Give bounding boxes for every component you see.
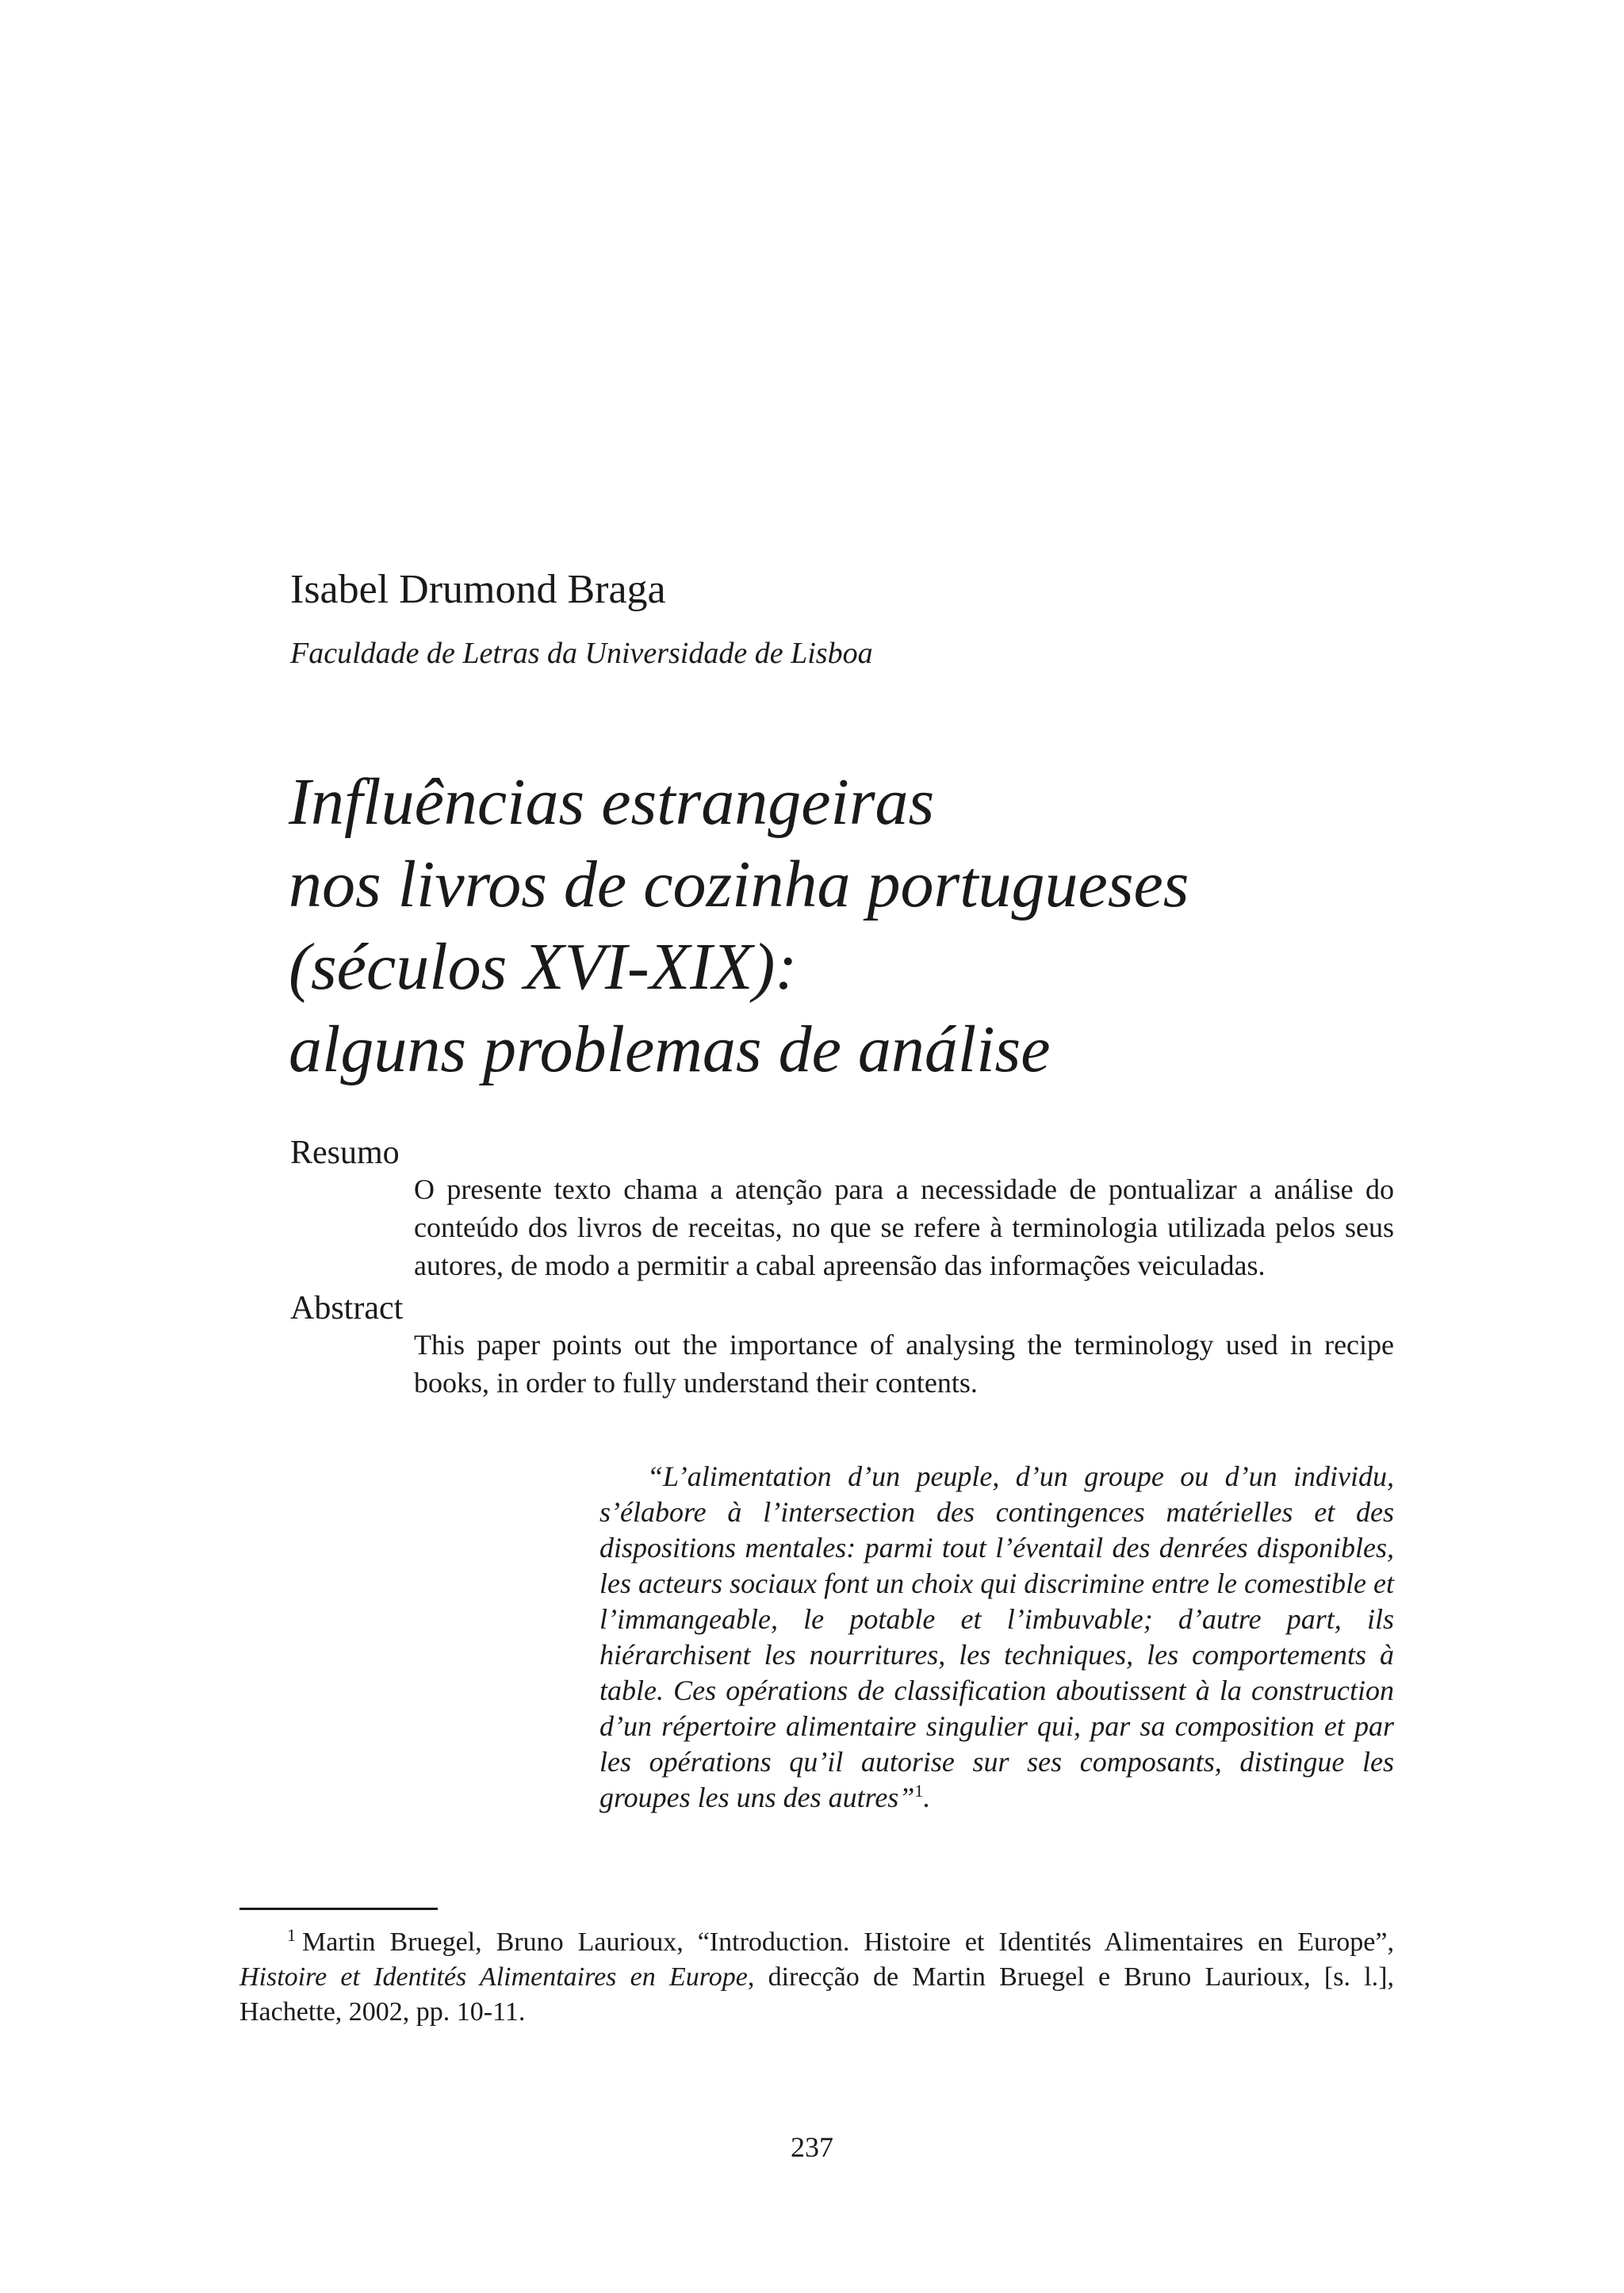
footnote-text-part2: , direcção de Martin Bruegel e Bruno Laurioux, [s. l.], Hachette, 2002, pp. 10-11. <box>239 1962 1395 2027</box>
footnote <box>239 1925 1394 2030</box>
abstract-text: This paper points out the importance of analysing the terminology used in recipe books, in order to fully understand their contents. <box>414 1329 1394 1399</box>
footnote-book-title: Histoire et Identités Alimentaires en Europe <box>239 1962 748 1992</box>
epigraph-quote <box>599 1459 1394 1816</box>
resumo-heading: Resumo <box>290 1135 400 1171</box>
footnote-text-part1: Martin Bruegel, Bruno Laurioux, “Introduction. Histoire et Identités Alimentaires en Europe”, <box>302 1927 1394 1957</box>
epigraph-text: “L’alimentation d’un peuple, d’un groupe ou d’un individu, s’élabore à l’intersection des contingences matérielles et des dispositions mentales: parmi tout l’éventail des denrées disponibles, les acteurs sociaux font un choix qui discrimine entre le comestible et l’immangeable, le potable et l’imbuvable; d’autre part, ils hiérarchisent les nourritures, les techniques, les comportements à table. Ces opérations de classification aboutissent à la construction d’un répertoire alimentaire singulier qui, par sa composition et par les opérations qu’il autorise sur ses composants, distingue les groupes les uns des autres” <box>599 1460 1394 1813</box>
author-affiliation: Faculdade de Letras da Universidade de Lisboa <box>290 637 873 670</box>
title-line: alguns problemas de análise <box>289 1013 1051 1086</box>
article-title <box>289 761 1438 1091</box>
title-line: (séculos XVI-XIX): <box>289 930 798 1004</box>
title-line: nos livros de cozinha portugueses <box>289 848 1189 921</box>
footnote-number: 1 <box>287 1924 296 1945</box>
footnote-divider <box>239 1908 438 1910</box>
title-line: Influências estrangeiras <box>289 765 935 839</box>
epigraph-end-punctuation: . <box>923 1782 931 1813</box>
resumo-text: O presente texto chama a atenção para a necessidade de pontualizar a análise do conteúdo dos livros de receitas, no que se refere à terminologia utilizada pelos seus autores, de modo a permitir a cabal apreensão das informações veiculadas. <box>414 1173 1394 1281</box>
author-name: Isabel Drumond Braga <box>290 567 666 612</box>
abstract-heading: Abstract <box>290 1290 404 1326</box>
page-number: 237 <box>791 2131 833 2163</box>
footnote-reference[interactable]: 1 <box>914 1781 924 1801</box>
